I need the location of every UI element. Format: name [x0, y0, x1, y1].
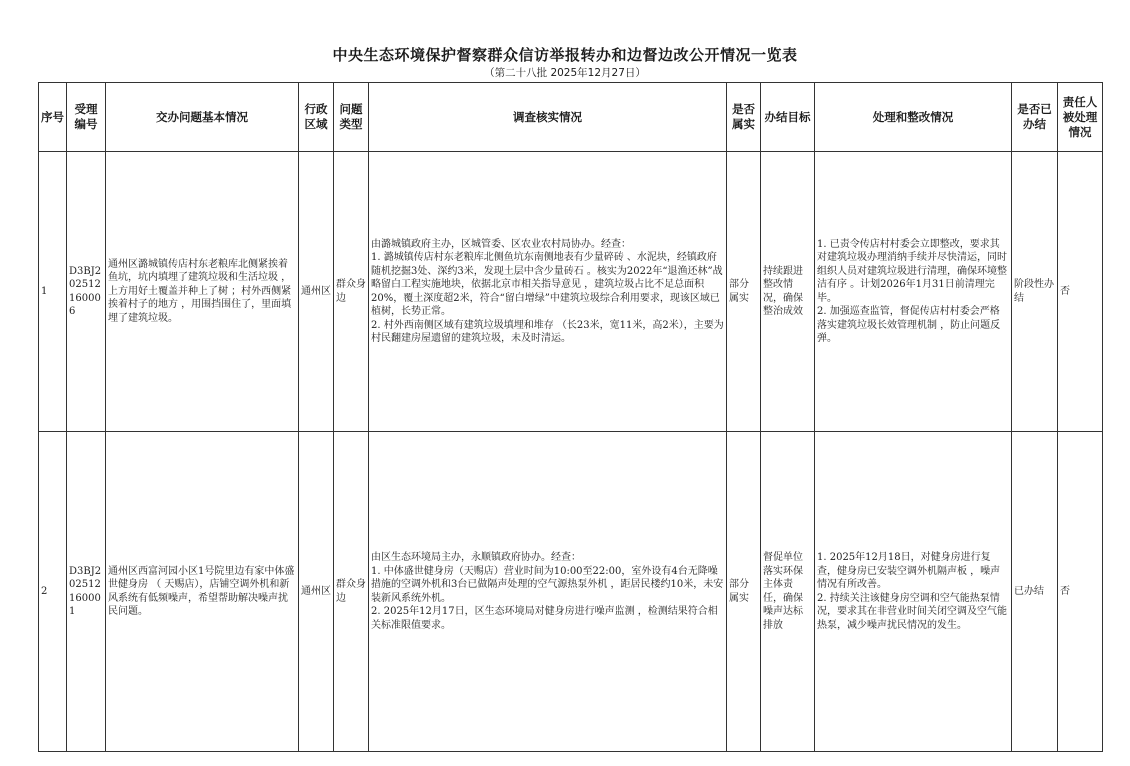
handling-line: 2. 加强巡查监管，督促传店村村委会严格落实建筑垃圾长效管理机制 ，防止问题反弹。: [817, 306, 1001, 344]
cell-investigation: [369, 152, 727, 432]
cell-receipt-no: D3BJ202512160006: [67, 152, 106, 432]
header-verified: 是否属实: [727, 83, 761, 152]
handling-line: 2. 持续关注该健身房空调和空气能热泵情况，要求其在非营业时间关闭空调及空气能热泵，减少噪声扰民情况的发生。: [817, 592, 1007, 631]
report-table: [38, 82, 1103, 752]
header-receipt-no: 受理编号: [67, 83, 106, 152]
cell-closed: 阶段性办结: [1012, 152, 1058, 432]
cell-handling: [815, 152, 1012, 432]
table-row: [39, 152, 1103, 432]
handling-line: 1. 2025年12月18日，对健身房进行复查，健身房已安装空调外机隔声板 ，噪声情况有所改善。: [817, 552, 1001, 590]
investigation-line: 1. 中体盛世健身房（天赐店）营业时间为10:00至22:00，室外设有4台无降噪措施的空调外机和3台已做隔声处理的空气源热泵外机 ，距居民楼约10米，未安装新风系统外机。: [371, 565, 724, 604]
table-row: [39, 432, 1103, 752]
investigation-line: 1. 潞城镇传店村东老粮库北侧鱼坑东南侧地表有少量碎砖 、水泥块，经镇政府随机挖掘3处、深约3米，发现土层中含少量砖石 。核实为2022年“退渔还林”战略留白工程实施地块，依据北京市相关指导意见 ，建筑垃圾占比不足总面积20%，覆土深度超2米，符合“留白增绿”中建筑垃圾综合利用要求，现该区域已植树，长势正常。: [371, 252, 723, 317]
header-type: 问题类型: [334, 83, 369, 152]
header-investigation: 调查核实情况: [369, 83, 727, 152]
cell-verified: 部分属实: [727, 432, 761, 752]
investigation-line: 2. 2025年12月17日，区生态环境局对健身房进行噪声监测 ，检测结果符合相关标准限值要求。: [371, 606, 718, 631]
cell-type: 群众身边: [334, 432, 369, 752]
header-goal: 办结目标: [761, 83, 815, 152]
cell-goal: 督促单位落实环保主体责任，确保噪声达标排放: [761, 432, 815, 752]
cell-goal: 持续跟进整改情况，确保整治成效: [761, 152, 815, 432]
handling-line: 1. 已责令传店村村委会立即整改，要求其对建筑垃圾办理消纳手续并尽快清运，同时组织人员对建筑垃圾进行清理，确保环境整洁有序 。计划2026年1月31日前清理完毕。: [817, 238, 1007, 304]
cell-region: 通州区: [299, 432, 334, 752]
investigation-line: 由潞城镇政府主办，区城管委、区农业农村局协办。经查：: [371, 238, 631, 250]
investigation-line: 由区生态环境局主办，永顺镇政府协办。经查：: [371, 552, 581, 563]
investigation-line: 2. 村外西南侧区域有建筑垃圾填埋和堆存 （长23米，宽11米，高2米），主要为村民翻建房屋遗留的建筑垃圾，未及时清运。: [371, 319, 724, 344]
cell-seq: 2: [39, 432, 67, 752]
cell-type: 群众身边: [334, 152, 369, 432]
cell-region: 通州区: [299, 152, 334, 432]
table-header-row: [39, 83, 1103, 152]
document-title: 中央生态环境保护督察群众信访举报转办和边督边改公开情况一览表: [332, 46, 798, 64]
cell-receipt-no: D3BJ202512160001: [67, 432, 106, 752]
cell-accountability: 否: [1058, 432, 1103, 752]
cell-investigation: [369, 432, 727, 752]
cell-seq: 1: [39, 152, 67, 432]
cell-basic: 通州区潞城镇传店村东老粮库北侧紧挨着鱼坑，坑内填埋了建筑垃圾和生活垃圾 ，上方用好土覆盖并种上了树 ；村外西侧紧挨着村子的地方 ，用围挡围住了，里面填埋了建筑垃圾。: [106, 152, 299, 432]
cell-basic: 通州区西富河园小区1号院里边有家中体盛世健身房 （ 天赐店），店铺空调外机和新风系统有低频噪声，希望帮助解决噪声扰民问题。: [106, 432, 299, 752]
cell-accountability: 否: [1058, 152, 1103, 432]
header-accountability: 责任人被处理情况: [1058, 83, 1103, 152]
document-subtitle: （第二十八批 2025年12月27日）: [484, 67, 646, 79]
header-basic: 交办问题基本情况: [106, 83, 299, 152]
cell-handling: [815, 432, 1012, 752]
header-closed: 是否已办结: [1012, 83, 1058, 152]
header-region: 行政区域: [299, 83, 334, 152]
cell-closed: 已办结: [1012, 432, 1058, 752]
cell-verified: 部分属实: [727, 152, 761, 432]
header-seq: 序号: [39, 83, 67, 152]
header-handling: 处理和整改情况: [815, 83, 1012, 152]
